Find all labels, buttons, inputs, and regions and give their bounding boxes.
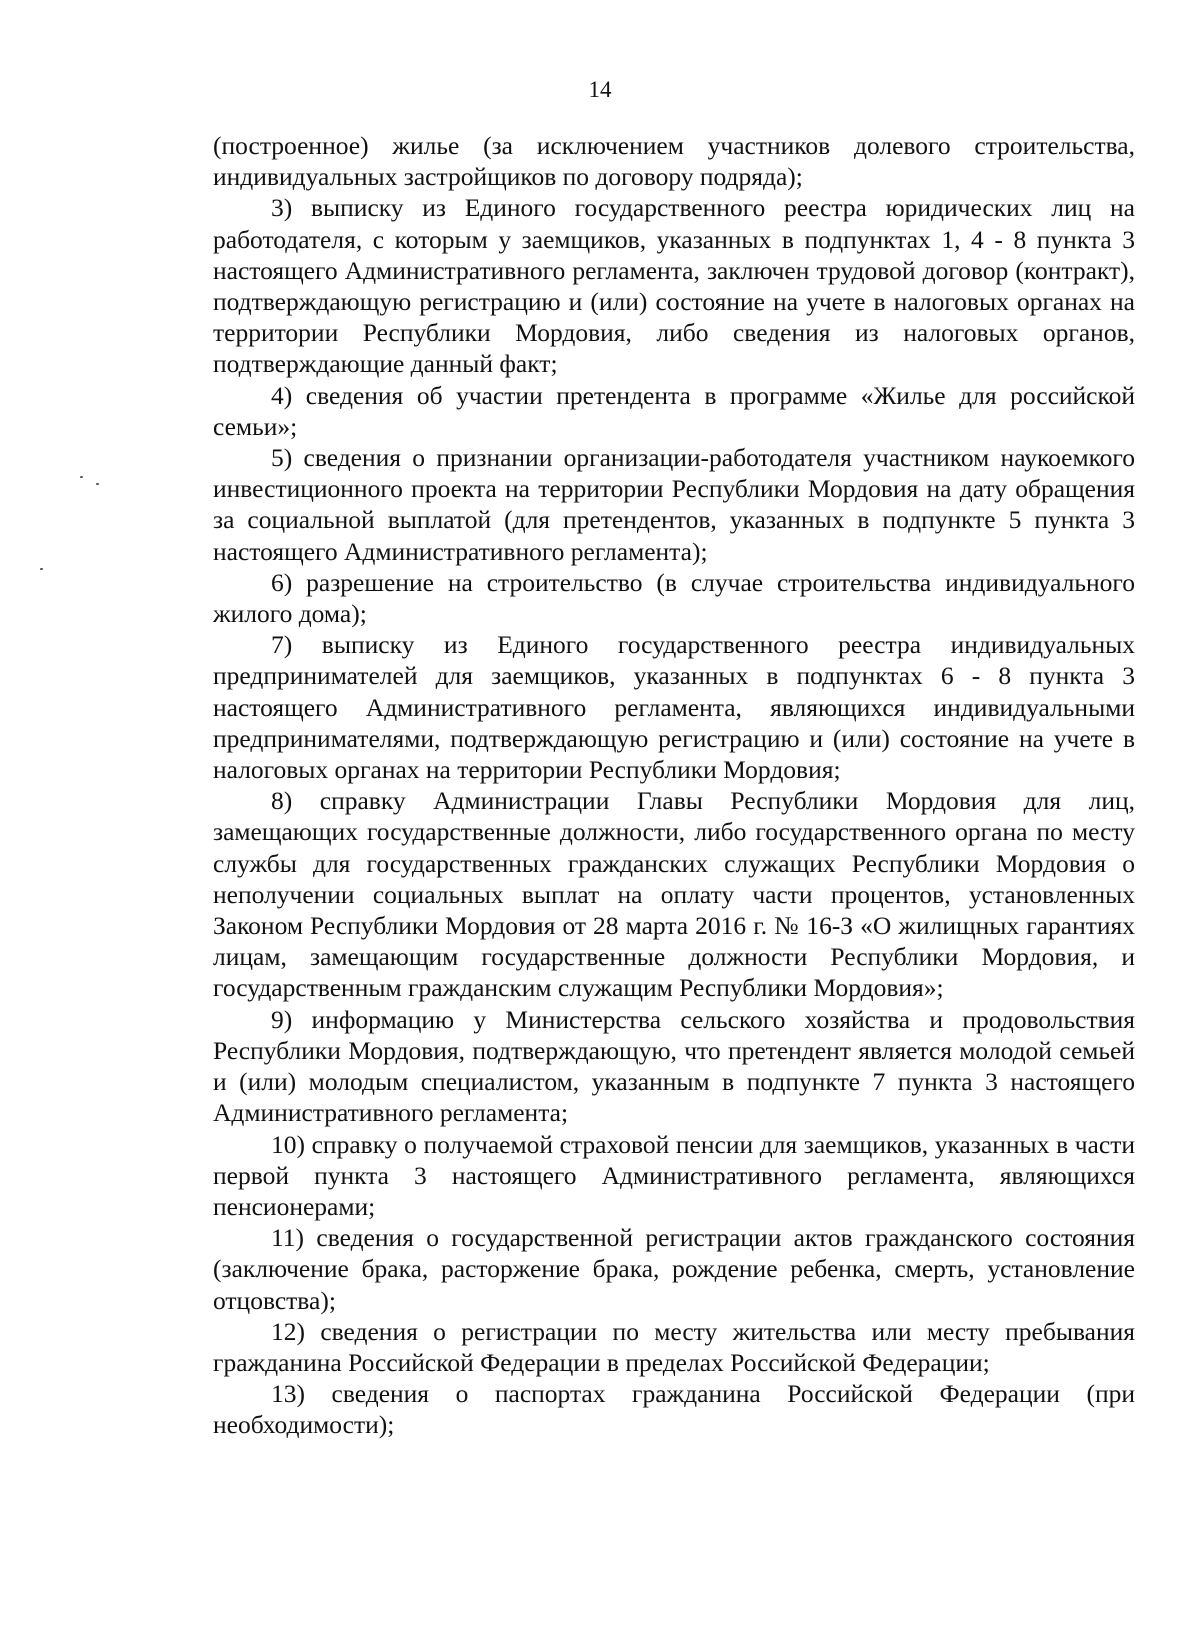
paragraph-item-4: 4) сведения об участии претендента в программе «Жилье для российской семьи»; <box>213 380 1135 441</box>
paragraph-item-12: 12) сведения о регистрации по месту жительства или месту пребывания гражданина Российской Федерации в пределах Российской Федерации; <box>213 1316 1135 1377</box>
paragraph-item-9: 9) информацию у Министерства сельского хозяйства и продовольствия Республики Мордовия, подтверждающую, что претендент является молодой семьей и (или) молодым специалистом, указанным в подпункте 7 пункта 3 настоящего Административного регламента; <box>213 1004 1135 1128</box>
paragraph-item-8: 8) справку Администрации Главы Республики Мордовия для лиц, замещающих государственные должности, либо государственного органа по месту службы для государственных гражданских служащих Республики Мордовия о неполучении социальных выплат на оплату части процентов, установленных Законом Республики Мордовия от 28 марта 2016 г. № 16-З «О жилищных гарантиях лицам, замещающим государственные должности Республики Мордовия, и государственным гражданским служащим Республики Мордовия»; <box>213 786 1135 1003</box>
paragraph-item-6: 6) разрешение на строительство (в случае строительства индивидуального жилого дома); <box>213 567 1135 629</box>
scan-speck <box>80 476 83 478</box>
paragraph-continuation: (построенное) жилье (за исключением участников долевого строительства, индивидуальных застройщиков по договору подряда); <box>213 131 1135 192</box>
paragraph-item-13: 13) сведения о паспортах гражданина Российской Федерации (при необходимости); <box>213 1379 1135 1440</box>
page-number: 14 <box>588 77 612 102</box>
paragraph-item-7: 7) выписку из Единого государственного реестра индивидуальных предпринимателей для заемщиков, указанных в подпунктах 6 - 8 пункта 3 настоящего Административного регламента, являющихся индивидуальными предпринимателями, подтверждающую регистрацию и (или) состояние на учете в налоговых органах на территории Республики Мордовия; <box>213 630 1135 785</box>
paragraph-item-5: 5) сведения о признании организации-работодателя участником наукоемкого инвестиционного проекта на территории Республики Мордовия на дату обращения за социальной выплатой (для претендентов, указанных в подпункте 5 пункта 3 настоящего Административного регламента); <box>213 443 1135 566</box>
paragraph-item-3: 3) выписку из Единого государственного реестра юридических лиц на работодателя, с которым у заемщиков, указанных в подпунктах 1, 4 - 8 пункта 3 настоящего Административного регламента, заключен трудовой договор (контракт), подтверждающую регистрацию и (или) состояние на учете в налоговых органах на территории Республики Мордовия, либо сведения из налоговых органов, подтверждающие данный факт; <box>213 193 1135 379</box>
scan-speck <box>40 568 43 570</box>
paragraph-item-10: 10) справку о получаемой страховой пенсии для заемщиков, указанных в части первой пункта 3 настоящего Административного регламента, являющихся пенсионерами; <box>213 1129 1135 1221</box>
document-body <box>213 130 1135 1441</box>
paragraph-item-11: 11) сведения о государственной регистрации актов гражданского состояния (заключение брака, расторжение брака, рождение ребенка, смерть, установление отцовства); <box>213 1223 1135 1315</box>
scan-speck <box>96 483 99 485</box>
